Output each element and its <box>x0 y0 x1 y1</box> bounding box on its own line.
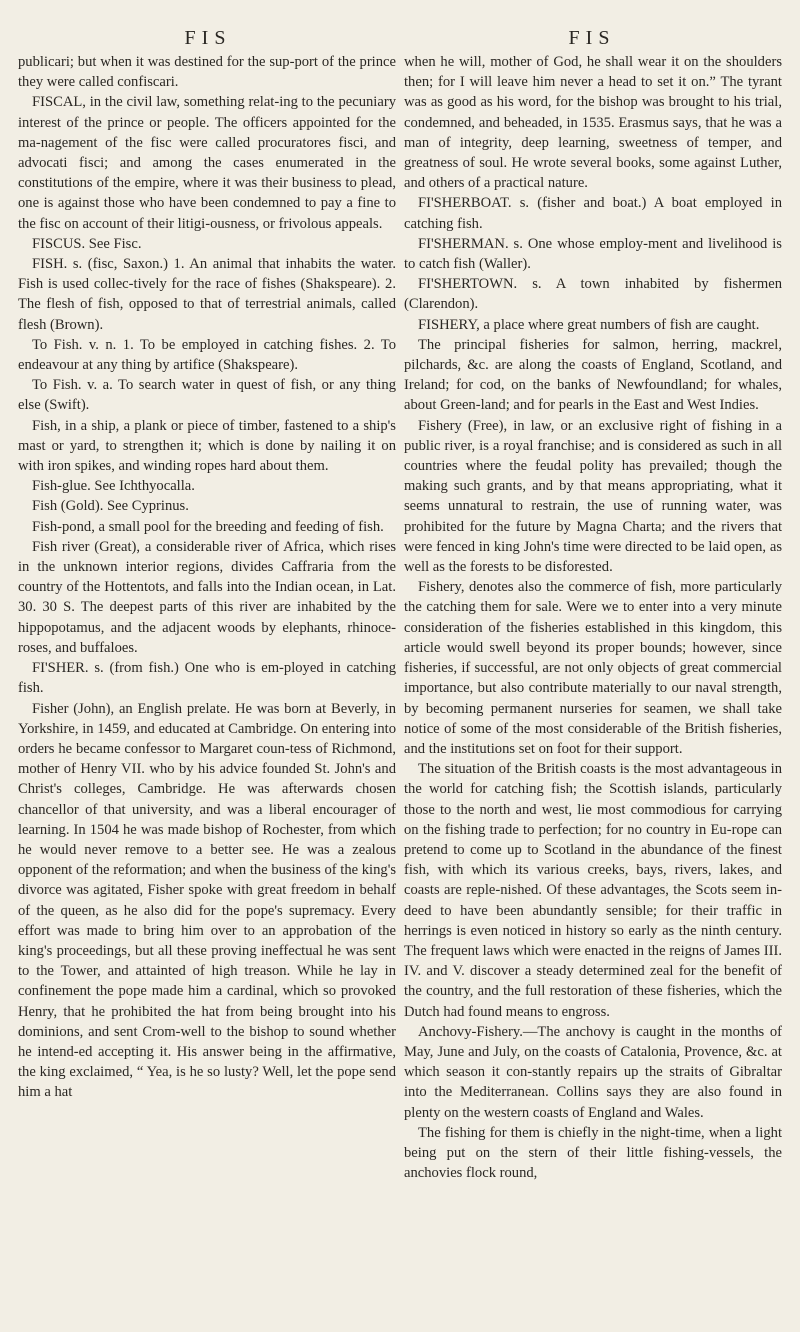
paragraph: publicari; but when it was destined for the sup-port of the prince they were called confiscari. <box>18 54 396 91</box>
paragraph: Anchovy-Fishery.—The anchovy is caught in the months of May, June and July, on the coasts of Catalonia, Provence, &c. at which season it con-stantly repairs up the straits of Gibraltar into the Mediterranean. Collins says they are also found in plenty on the western coasts of England and Wales. <box>404 1023 782 1121</box>
paragraph: when he will, mother of God, he shall wear it on the shoulders then; for I will leave him never a head to set it on.” The tyrant was as good as his word, for the bishop was brought to his trial, condemned, and beheaded, in 1535. Erasmus says, that he was a man of integrity, deep learning, sweetness of temper, and greatness of soul. He wrote several books, some against Luther, and others of a practical nature. <box>404 54 782 192</box>
text-columns <box>18 52 782 1183</box>
paragraph: FI'SHERBOAT. s. (fisher and boat.) A boat employed in catching fish. <box>404 195 782 232</box>
paragraph: FISHERY, a place where great numbers of fish are caught. <box>418 316 760 333</box>
left-column <box>18 52 396 1183</box>
paragraph: FI'SHER. s. (from fish.) One who is em-ployed in catching fish. <box>18 660 396 697</box>
right-column <box>404 52 782 1183</box>
paragraph: FI'SHERMAN. s. One whose employ-ment and livelihood is to catch fish (Waller). <box>404 235 782 273</box>
paragraph: FISCUS. See Fisc. <box>32 235 142 252</box>
paragraph: Fish river (Great), a considerable river of Africa, which rises in the unknown interior regions, divides Caffraria from the country of the Hottentots, and falls into the Indian ocean, in Lat. 30. 30 S. The deepest parts of this river are inhabited by the hippopotamus, and the adjacent woods by elephants, rhinoce-roses, and buffaloes. <box>18 538 396 656</box>
paragraph: FISCAL, in the civil law, something relat-ing to the pecuniary interest of the prince or people. The officers appointed for the ma-nagement of the fisc were called procuratores fisci, and advocati fisci; and among the cases enumerated in the constitutions of the empire, where it was their business to plead, one is against those who have been condemned to pay a fine to the fisc on account of their litigi-ousness, or frivolous appeals. <box>18 94 396 232</box>
paragraph: The principal fisheries for salmon, herring, mackrel, pilchards, &c. are along the coasts of England, Scotland, and Ireland; for cod, on the banks of Newfoundland; for whales, about Green-land; and for pearls in the East and West Indies. <box>404 336 782 414</box>
paragraph: To Fish. v. n. 1. To be employed in catching fishes. 2. To endeavour at any thing by artifice (Shakspeare). <box>18 336 396 374</box>
paragraph: FI'SHERTOWN. s. A town inhabited by fishermen (Clarendon). <box>404 276 782 313</box>
paragraph: Fish-pond, a small pool for the breeding and feeding of fish. <box>32 518 384 535</box>
paragraph: Fishery (Free), in law, or an exclusive right of fishing in a public river, is a royal franchise; and is considered as such in all countries where the feudal polity has prevailed; though the making such grants, and by that means appropriating, what it seems unnatural to restrain, the use of running water, was prohibited for the future by Magna Charta; and the rivers that were fenced in king John's time were directed to be laid open, as well as the forests to be disforested. <box>404 417 782 576</box>
paragraph: Fishery, denotes also the commerce of fish, more particularly the catching them for sale. Were we to enter into a very minute consideration of the fisheries established in this kingdom, this article would swell beyond its proper bounds; however, since fisheries, if successful, are not only objects of great commercial importance, but also contribute materially to our naval strength, by becoming permanent nurseries for seamen, we shall take notice of some of the most considerable of the British fisheries, and the institutions set on foot for their support. <box>404 579 782 757</box>
paragraph: The fishing for them is chiefly in the night-time, when a light being put on the stern of their little fishing-vessels, the anchovies flock round, <box>404 1124 782 1182</box>
paragraph: Fish-glue. See Ichthyocalla. <box>32 478 195 495</box>
paragraph: The situation of the British coasts is the most advantageous in the world for catching fish; the Scottish islands, particularly those to the north and west, lie most commodious for carrying on the fishing trade to perfection; for no country in Eu-rope can pretend to come up to Scotland in the abundance of the finest fish, with which its various creeks, bays, rivers, lakes, and coasts are reple-nished. Of these advantages, the Scots seem in-deed to have been abundantly sensible; for their traffic in herrings is even noticed in history so early as the ninth century. The frequent laws which were enacted in the reigns of James III. IV. and V. discover a steady determined zeal for the benefit of the country, and the full restoration of these fisheries, which the Dutch had found means to engross. <box>404 761 782 1020</box>
running-head-left: FIS <box>184 27 232 49</box>
paragraph: Fisher (John), an English prelate. He was born at Beverly, in Yorkshire, in 1459, and educated at Cambridge. On entering into orders he became confessor to Margaret coun-tess of Richmond, mother of Henry VII. who by his advice founded St. John's and Christ's colleges, Cambridge. He was afterwards chosen chancellor of that university, and was a liberal encourager of learning. In 1504 he was made bishop of Rochester, from which he would never remove to a better see. He was a zealous opponent of the reformation; and when the business of the king's divorce was agitated, Fisher spoke with great freedom in behalf of the queen, as he also did for the pope's supremacy. Every effort was made to bring him over to an approbation of the king's proceedings, but all these proving ineffectual he was sent to the Tower, and attainted of high treason. While he lay in confinement the pope made him a cardinal, which so provoked Henry, that he prohibited the hat from being brought into his dominions, and sent Crom-well to the bishop to sound whether he intend-ed accepting it. His answer being in the affirmative, the king exclaimed, “ Yea, is he so lusty? Well, let the pope send him a hat <box>18 700 396 1101</box>
running-head <box>18 10 782 50</box>
running-head-right: FIS <box>568 27 616 49</box>
paragraph: Fish (Gold). See Cyprinus. <box>32 498 189 515</box>
paragraph: Fish, in a ship, a plank or piece of timber, fastened to a ship's mast or yard, to strengthen it; which is done by nailing it on with iron spikes, and winding ropes hard about them. <box>18 417 396 475</box>
paragraph: To Fish. v. a. To search water in quest of fish, or any thing else (Swift). <box>18 377 396 414</box>
paragraph: FISH. s. (fisc, Saxon.) 1. An animal that inhabits the water. Fish is used collec-tively for the race of fishes (Shakspeare). 2. The flesh of fish, opposed to that of terrestrial animals, called flesh (Brown). <box>18 256 396 333</box>
